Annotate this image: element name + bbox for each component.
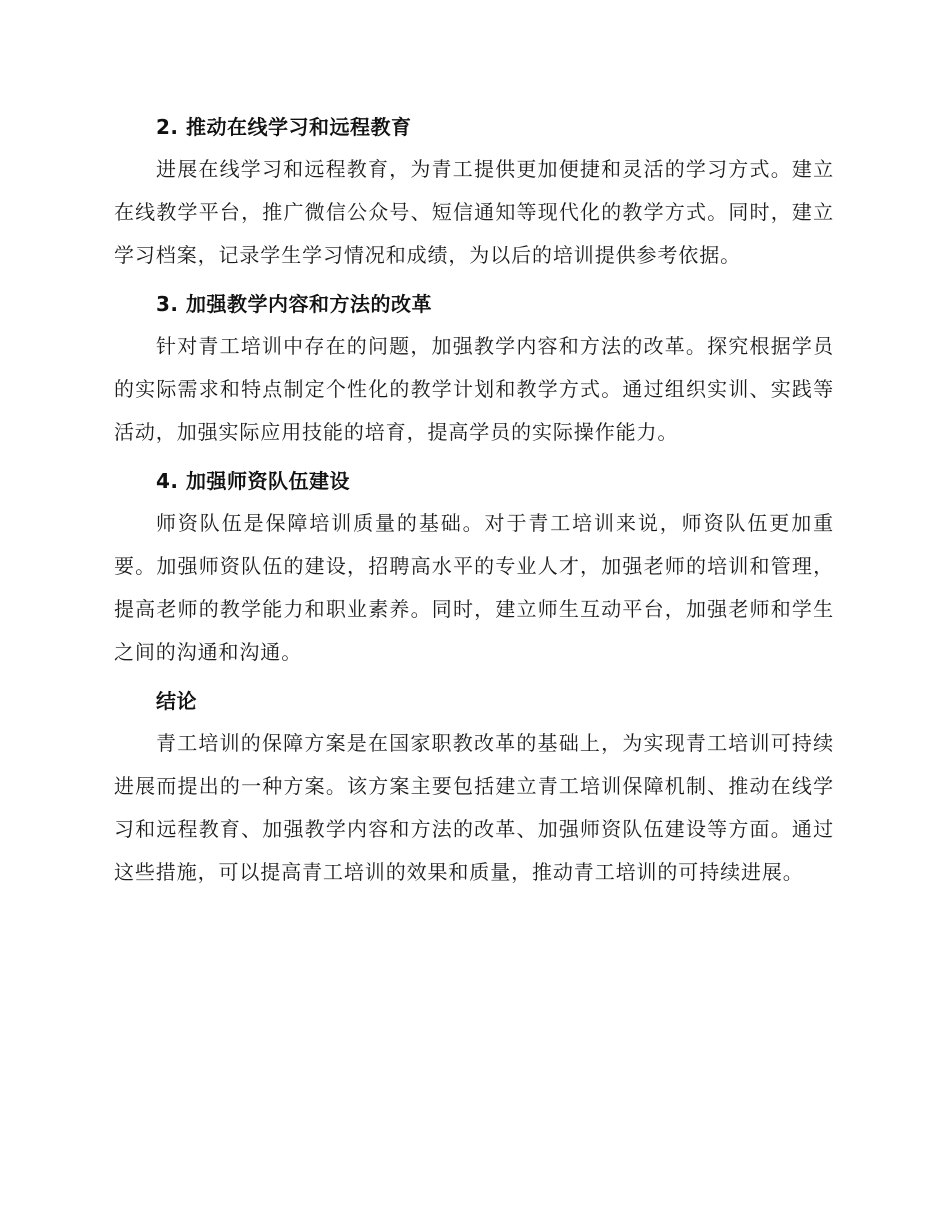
section-heading-conclusion: 结论: [156, 689, 197, 713]
section-paragraph-online-learning: 进展在线学习和远程教育，为青工提供更加便捷和灵活的学习方式。建立在线教学平台，推广微信公众号、短信通知等现代化的教学方式。同时，建立学习档案，记录学生学习情况和成绩，为以后的培训提供参考依据。: [114, 157, 834, 267]
section-paragraph-conclusion: 青工培训的保障方案是在国家职教改革的基础上，为实现青工培训可持续进展而提出的一种方案。该方案主要包括建立青工培训保障机制、推动在线学习和远程教育、加强教学内容和方法的改革、加强师资队伍建设等方面。通过这些措施，可以提高青工培训的效果和质量，推动青工培训的可持续进展。: [114, 731, 834, 884]
section-heading-teaching-reform: 3. 加强教学内容和方法的改革: [156, 292, 432, 316]
section-paragraph-faculty: 师资队伍是保障培训质量的基础。对于青工培训来说，师资队伍更加重要。加强师资队伍的建设，招聘高水平的专业人才，加强老师的培训和管理，提高老师的教学能力和职业素养。同时，建立师生互动平台，加强老师和学生之间的沟通和沟通。: [114, 511, 834, 664]
section-heading-faculty: 4. 加强师资队伍建设: [156, 469, 350, 493]
section-paragraph-teaching-reform: 针对青工培训中存在的问题，加强教学内容和方法的改革。探究根据学员的实际需求和特点制定个性化的教学计划和教学方式。通过组织实训、实践等活动，加强实际应用技能的培育，提高学员的实际操作能力。: [114, 334, 834, 444]
document-body: [114, 108, 834, 902]
section-heading-online-learning: 2. 推动在线学习和远程教育: [156, 115, 412, 139]
